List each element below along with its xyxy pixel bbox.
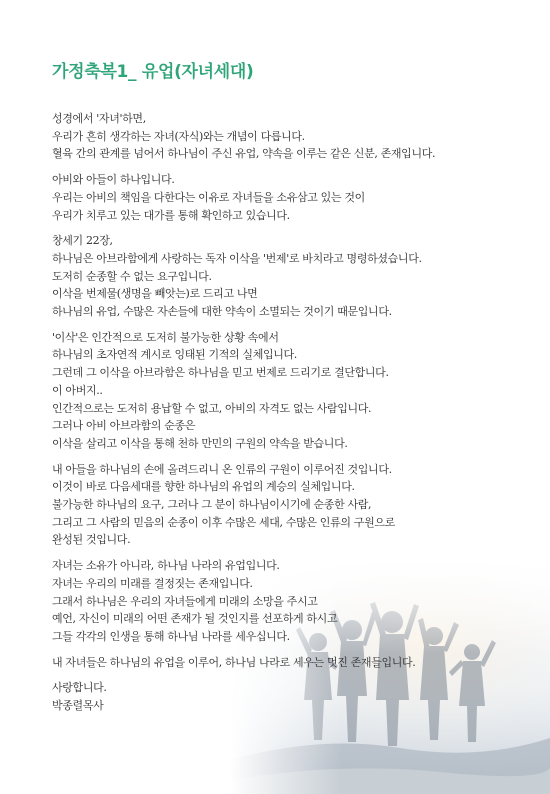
text-line: 인간적으로는 도저히 용납할 수 없고, 아비의 자격도 없는 사람입니다. — [52, 401, 372, 415]
text-line: 우리가 흔히 생각하는 자녀(자식)와는 개념이 다릅니다. — [52, 129, 305, 143]
text-line: 불가능한 하나님의 요구, 그러나 그 분이 하나님이시기에 순종한 사람, — [52, 498, 372, 512]
letter-content — [52, 60, 532, 723]
paragraph — [52, 654, 532, 672]
text-line: 우리는 아비의 책임을 다한다는 이유로 자녀들을 소유삼고 있는 것이 — [52, 190, 365, 204]
text-line: 창세기 22장, — [52, 234, 113, 248]
letter-body — [52, 110, 532, 715]
text-line: 이삭을 살리고 이삭을 통해 천하 만민의 구원의 약속을 받습니다. — [52, 436, 348, 450]
text-line: 그러나 아비 아브라함의 순종은 — [52, 419, 196, 433]
text-line: 도저히 순종할 수 없는 요구입니다. — [52, 269, 212, 283]
text-line: 아비와 아들이 하나입니다. — [52, 173, 175, 187]
text-line: 그런데 그 이삭을 아브라함은 하나님을 믿고 번제로 드리기로 결단합니다. — [52, 366, 389, 380]
text-line: 혈육 간의 관계를 넘어서 하나님이 주신 유업, 약속을 이루는 같은 신분, 존재입니다. — [52, 147, 436, 161]
text-line: 완성된 것입니다. — [52, 533, 131, 547]
text-line: 이 아버지.. — [52, 383, 103, 397]
text-line: 그리고 그 사람의 믿음의 순종이 이후 수많은 세대, 수많은 인류의 구원으로 — [52, 515, 395, 529]
text-line: 우리가 치루고 있는 대가를 통해 확인하고 있습니다. — [52, 208, 290, 222]
text-line: 내 아들을 하나님의 손에 올려드리니 온 인류의 구원이 이루어진 것입니다. — [52, 462, 392, 476]
text-line: 성경에서 '자녀'하면, — [52, 112, 146, 125]
text-line: 사랑합니다. — [52, 681, 107, 695]
text-line: 자녀는 소유가 아니라, 하나님 나라의 유업입니다. — [52, 559, 280, 573]
text-line: 박종렬목사 — [52, 699, 104, 713]
text-line: 내 자녀들은 하나님의 유업을 이루어, 하나님 나라로 세우는 멋진 존재들입니다. — [52, 655, 416, 669]
paragraph — [52, 461, 532, 550]
paragraph — [52, 329, 532, 453]
text-line: 예언, 자신이 미래의 어떤 존재가 될 것인지를 선포하게 하시고 — [52, 612, 338, 626]
page-title: 가정축복1_ 유업(자녀세대) — [52, 62, 254, 82]
text-line: 자녀는 우리의 미래를 결정짓는 존재입니다. — [52, 576, 253, 590]
text-line: 하나님은 아브라함에게 사랑하는 독자 이삭을 '번제'로 바치라고 명령하셨습니다. — [52, 251, 422, 265]
text-line: 이삭을 번제물(생명을 빼앗는)로 드리고 나면 — [52, 287, 258, 301]
paragraph — [52, 557, 532, 646]
paragraph — [52, 232, 532, 321]
text-line: 하나님의 유업, 수많은 자손들에 대한 약속이 소멸되는 것이기 때문입니다. — [52, 305, 392, 319]
text-line: '이삭'은 인간적으로 도저히 불가능한 상황 속에서 — [52, 330, 279, 344]
text-line: 이것이 바로 다음세대를 향한 하나님의 유업의 계승의 실체입니다. — [52, 480, 355, 494]
paragraph — [52, 110, 532, 163]
text-line: 그들 각각의 인생을 통해 하나님 나라를 세우십니다. — [52, 629, 290, 643]
paragraph — [52, 171, 532, 224]
text-line: 그래서 하나님은 우리의 자녀들에게 미래의 소망을 주시고 — [52, 594, 318, 608]
text-line: 하나님의 초자연적 계시로 잉태된 기적의 실체입니다. — [52, 348, 297, 362]
paragraph — [52, 679, 532, 714]
